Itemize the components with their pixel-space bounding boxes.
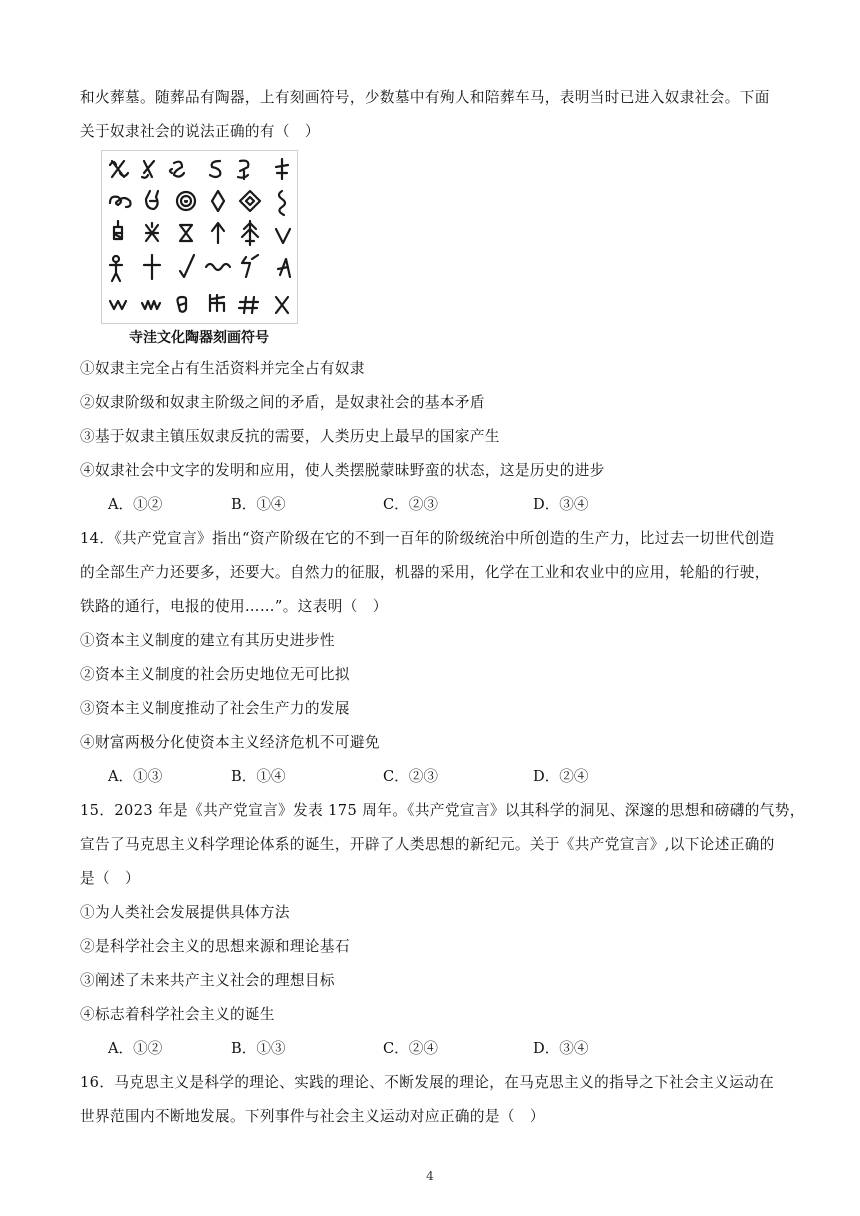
q15-option-c[interactable]: C．②④ — [383, 1040, 438, 1057]
q13-option-a[interactable]: A．①② — [108, 496, 163, 513]
q13-option-d[interactable]: D．③④ — [533, 496, 589, 513]
figure-caption: 寺洼文化陶器刻画符号 — [129, 330, 269, 346]
q15-statement-3: ③阐述了未来共产主义社会的理想目标 — [80, 972, 335, 989]
q14-statement-4: ④财富两极分化使资本主义经济危机不可避免 — [80, 734, 380, 751]
q16-stem-line-2: 世界范围内不断地发展。下列事件与社会主义运动对应正确的是（ ） — [80, 1108, 545, 1125]
q13-statement-3: ③基于奴隶主镇压奴隶反抗的需要，人类历史上最早的国家产生 — [80, 428, 500, 445]
q13-stem-line-1: 和火葬墓。随葬品有陶器，上有刻画符号，少数墓中有殉人和陪葬车马，表明当时已进入奴隶社会。下面 — [80, 89, 770, 106]
q15-option-d[interactable]: D．③④ — [533, 1040, 589, 1057]
q14-statement-3: ③资本主义制度推动了社会生产力的发展 — [80, 700, 350, 717]
q13-statement-4: ④奴隶社会中文字的发明和应用，使人类摆脱蒙昧野蛮的状态，这是历史的进步 — [80, 462, 605, 479]
pottery-symbols-figure — [101, 150, 298, 324]
q14-option-b[interactable]: B．①④ — [231, 768, 286, 785]
q14-statement-2: ②资本主义制度的社会历史地位无可比拟 — [80, 666, 350, 683]
q14-stem-line-3: 铁路的通行，电报的使用……”。这表明（ ） — [80, 598, 388, 615]
pottery-symbols-image — [102, 151, 297, 323]
q15-stem-line-1: 15．2023 年是《共产党宣言》发表 175 周年。《共产党宣言》以其科学的洞见、深邃的思想和磅礴的气势， — [80, 802, 805, 819]
q15-statement-4: ④标志着科学社会主义的诞生 — [80, 1006, 275, 1023]
q14-option-d[interactable]: D．②④ — [533, 768, 589, 785]
q14-option-c[interactable]: C．②③ — [383, 768, 438, 785]
q15-stem-line-2: 宣告了马克思主义科学理论体系的诞生，开辟了人类思想的新纪元。关于《共产党宣言》,以下论述正确的 — [80, 836, 775, 853]
q15-statement-2: ②是科学社会主义的思想来源和理论基石 — [80, 938, 350, 955]
q14-stem-line-2: 的全部生产力还要多，还要大。自然力的征服，机器的采用，化学在工业和农业中的应用，轮船的行驶， — [80, 564, 770, 581]
q13-statement-1: ①奴隶主完全占有生活资料并完全占有奴隶 — [80, 360, 365, 377]
page-number: 4 — [426, 1169, 434, 1183]
q14-option-a[interactable]: A．①③ — [108, 768, 163, 785]
q14-statement-1: ①资本主义制度的建立有其历史进步性 — [80, 632, 335, 649]
q13-statement-2: ②奴隶阶级和奴隶主阶级之间的矛盾，是奴隶社会的基本矛盾 — [80, 394, 485, 411]
q15-option-b[interactable]: B．①③ — [231, 1040, 286, 1057]
q13-option-b[interactable]: B．①④ — [231, 496, 286, 513]
q15-option-a[interactable]: A．①② — [108, 1040, 163, 1057]
q13-option-c[interactable]: C．②③ — [383, 496, 438, 513]
q13-stem-line-2: 关于奴隶社会的说法正确的有（ ） — [80, 123, 320, 140]
q14-stem-line-1: 14．《共产党宣言》指出“资产阶级在它的不到一百年的阶级统治中所创造的生产力，比过去一切世代创造 — [80, 530, 775, 547]
q15-statement-1: ①为人类社会发展提供具体方法 — [80, 904, 290, 921]
q16-stem-line-1: 16．马克思主义是科学的理论、实践的理论、不断发展的理论，在马克思主义的指导之下社会主义运动在 — [80, 1074, 775, 1091]
q15-stem-line-3: 是（ ） — [80, 870, 140, 887]
